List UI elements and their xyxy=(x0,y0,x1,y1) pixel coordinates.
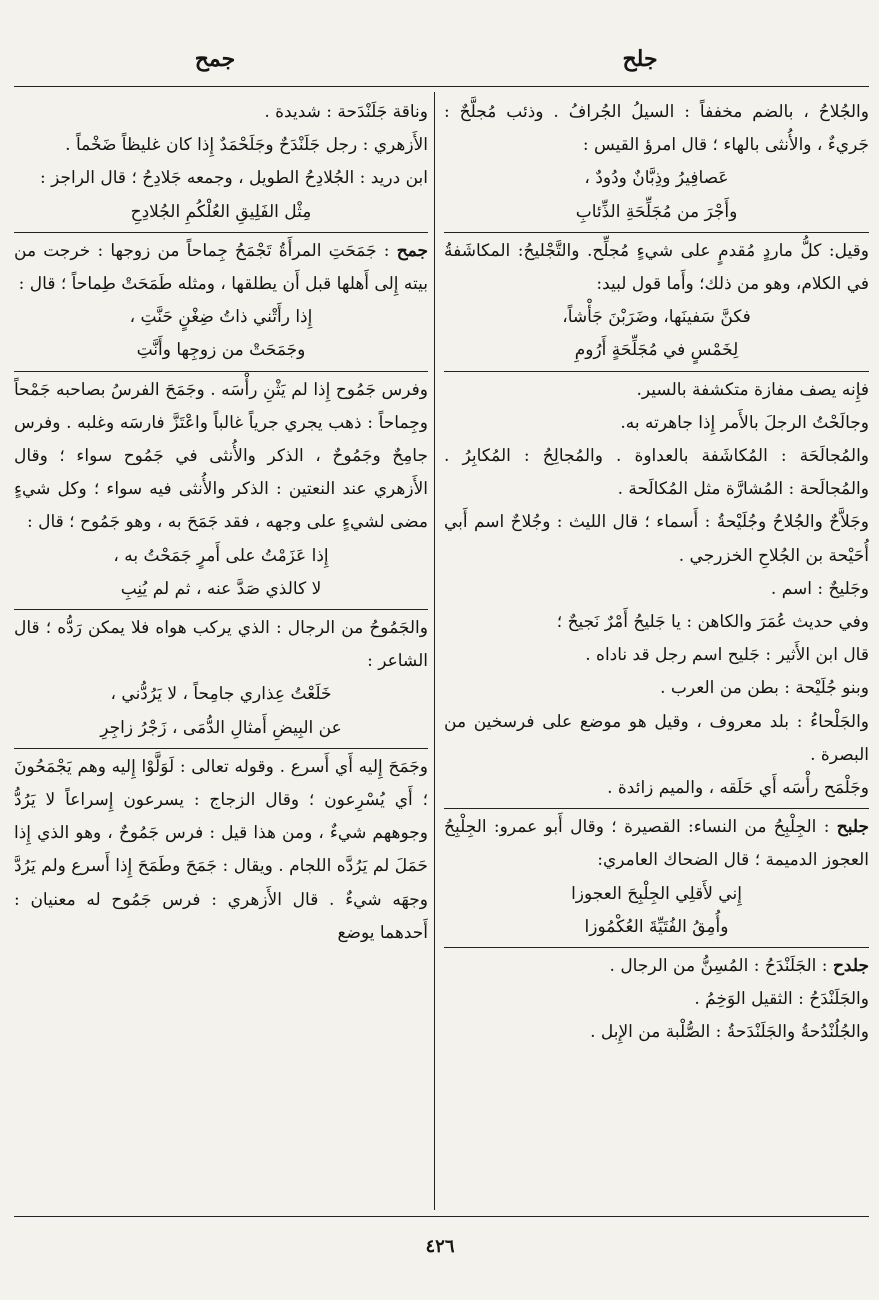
entry-paragraph: والجُلُنْدُحةُ والجَلَنْدَحةُ : الصُّلْبة من الإِبل . xyxy=(590,1022,869,1043)
entry-paragraph: وجَلاَّحٌ والجُلاحُ وجُلَيْحةُ : أَسماء ؛ قال الليث : وجُلاحٌ اسم أَبي أُحَيْحة بن الجُلاحِ الخزرجي . xyxy=(444,512,869,566)
entry-paragraph: وفي حديث عُمَرَ والكاهن : يا جَليحُ أَمْرٌ نَجيحٌ ؛ xyxy=(556,612,869,633)
entry-paragraph: وناقة جَلَنْدَحة : شديدة . xyxy=(264,102,428,122)
verse-line: إِذا رأَتْني ذاتُ ضِغْنٍ حَنَّتِ ، xyxy=(129,307,313,328)
entry-paragraph: وجَلْمَح رأْسَه أَي حَلَقه ، والميم زائدة . xyxy=(607,778,869,799)
entry-paragraph: وجَليحٌ : اسم . xyxy=(770,578,869,599)
entry-paragraph: وفرس جَمُوح إِذا لم يَثْنِ رأْسَه . وجَمَحَ الفرسُ بصاحبه جَمْحاً وجِماحاً : ذهب يجري جرياً غالباً واعْتَزَّ فارسَه وغلبه . وفرس جامِحٌ وجَمُوحٌ ، الذكر والأُنثى في جَمُوح سواء ؛ وقال الأَزهري عند النعتين : الذكر والأُنثى فيه سواء ؛ وكل شيءٍ مضى لشيءٍ على وجهه ، فقد جَمَحَ به ، وهو جَمُوح ؛ قال : xyxy=(14,379,428,533)
verse-separator xyxy=(14,609,428,610)
verse-separator xyxy=(444,371,869,372)
headword-entry-jamah: جمح : جَمَحَتِ المرأَةُ تَجْمَحُ جِماحاً من زوجها : خرجت من بيته إِلى أَهلها قبل أَن يطلقها ، ومثله طَمَحَتْ طِماحاً ؛ قال : xyxy=(14,240,428,295)
verse-separator xyxy=(444,232,869,233)
entry-paragraph: وبنو جُلَيْحة : بطن من العرب . xyxy=(660,678,869,699)
entry-paragraph: وقيل: كلُّ ماردٍ مُقدمٍ على شيءٍ مُجلِّح. والتَّجْليحُ: المكاشَفةُ في الكلام، وهو من ذلك؛ وأَما قول لبيد: xyxy=(444,240,869,295)
entry-paragraph: والجَلْحاءُ : بلد معروف ، وقيل هو موضع على فرسخين من البصرة . xyxy=(444,711,869,765)
verse-separator xyxy=(14,748,428,749)
entry-separator xyxy=(444,947,869,948)
verse-line: فكنَّ سَفينَها، وضَرَبْنَ جَأْشاً، xyxy=(562,307,751,328)
running-header-left: جمح xyxy=(194,46,236,72)
page-number: ٤٢٦ xyxy=(425,1236,455,1257)
verse-line: وجَمَحَتْ من زوجِها وأَنَّتِ xyxy=(136,340,306,361)
headword: جلبح xyxy=(836,817,869,838)
verse-line: خَلَعْتُ عِذاري جامِحاً ، لا يَرُدُّني ، xyxy=(110,684,332,705)
entry-paragraph: والجَمُوحُ من الرجال : الذي يركب هواه فلا يمكن رَدُّه ؛ قال الشاعر : xyxy=(14,618,428,672)
column-divider xyxy=(434,92,435,1210)
entry-paragraph: وجَمَحَ إِليه أَي أَسرع . وقوله تعالى : لَوَلَّوْا إِليه وهم يَجْمَحُونَ ؛ أَي يُسْرِعون ؛ وقال الزجاج : يسرعون إِسراعاً لا يَرُدُّ وجوههم شيءٌ ، ومن هذا قيل : فرس جَمُوحٌ ، وهو الذي إِذا حَمَلَ لم يَرُدَّه اللجام . ويقال : جَمَحَ وطَمَحَ إِذا أَسرع ولم يَرُدَّ وجهَه شيءٌ . قال الأَزهري : فرس جَمُوح له معنيان : أَحدهما يوضع xyxy=(14,756,428,943)
verse-line: عَصافِيرُ وذِبَّانٌ ودُودٌ ، xyxy=(584,168,729,189)
entry-paragraph: فإِنه يصف مفازة متكشفة بالسير. xyxy=(636,379,869,400)
verse-line: إِني لأَقلِي الجِلْبِحَ العجوزا xyxy=(571,883,742,904)
footer-rule xyxy=(14,1216,869,1217)
right-column xyxy=(444,96,869,1210)
verse-line: عن البِيضِ أَمثالِ الدُّمَى ، زَجْرُ زاجِرِ xyxy=(100,717,342,738)
verse-line: وأَجْرَ من مُجَلِّحَةِ الذِّئابِ xyxy=(575,201,738,222)
headword-entry-jalbah: جلبح : الجِلْبِحُ من النساء: القصيرة ؛ وقال أَبو عمرو: الجِلْبِحُ العجوز الدميمة ؛ قال الضحاك العامري: xyxy=(444,817,869,871)
entry-paragraph: والجُلاحُ ، بالضم مخففاً : السيلُ الجُرافُ . وذئب مُجلَّحٌ : جَريءٌ ، والأُنثى بالهاء ؛ قال امرؤ القيس : xyxy=(444,102,869,156)
entry-paragraph: ابن دريد : الجُلادِحُ الطويل ، وجمعه جَلادِحُ ؛ قال الراجز : xyxy=(39,168,428,189)
verse-line: مِثْل الفَلِيقِ العُلْكُمِ الجُلادِحِ xyxy=(130,201,312,222)
entry-separator xyxy=(14,232,428,233)
header-rule xyxy=(14,86,869,87)
entry-paragraph: وجالَحْتُ الرجلَ بالأَمر إِذا جاهرته به. xyxy=(620,412,869,433)
left-column xyxy=(14,96,428,1210)
entry-paragraph: والمُجالَحَة : المُكاشَفة بالعداوة . والمُجالِحُ : المُكابِرُ . والمُجالَحة : المُشارَّة مثل المُكالَحة . xyxy=(444,446,869,500)
running-header-right: جلح xyxy=(622,46,658,72)
headword: جلدح xyxy=(832,956,869,977)
entry-paragraph: الأَزهري : رجل جَلَنْدَحٌ وجَلَحْمَدٌ إِذا كان غليظاً ضَخْماً . xyxy=(65,135,428,156)
entry-paragraph: والجَلَنْدَحُ : الثقيل الوَخِمُ . xyxy=(694,989,869,1010)
entry-separator xyxy=(444,808,869,809)
verse-separator xyxy=(14,371,428,372)
verse-line: وأُمِقُ الفُتَيِّةَ العُكْمُوزا xyxy=(584,916,729,937)
headword: جمح xyxy=(396,240,428,261)
verse-line: إِذا عَزَمْتُ على أَمرٍ جَمَحْتُ به ، xyxy=(113,545,329,566)
verse-line: لا كالذي صَدَّ عنه ، ثم لم يُنِبِ xyxy=(120,578,322,599)
headword-entry-jaldah: جلدح : الجَلَنْدَحُ : المُسِنُّ من الرجال . xyxy=(609,956,869,977)
verse-line: لِخَمْسٍ في مُجَلِّحَةٍ أَرُومِ xyxy=(574,340,739,361)
entry-paragraph: قال ابن الأَثير : جَليح اسم رجل قد ناداه . xyxy=(585,645,869,666)
